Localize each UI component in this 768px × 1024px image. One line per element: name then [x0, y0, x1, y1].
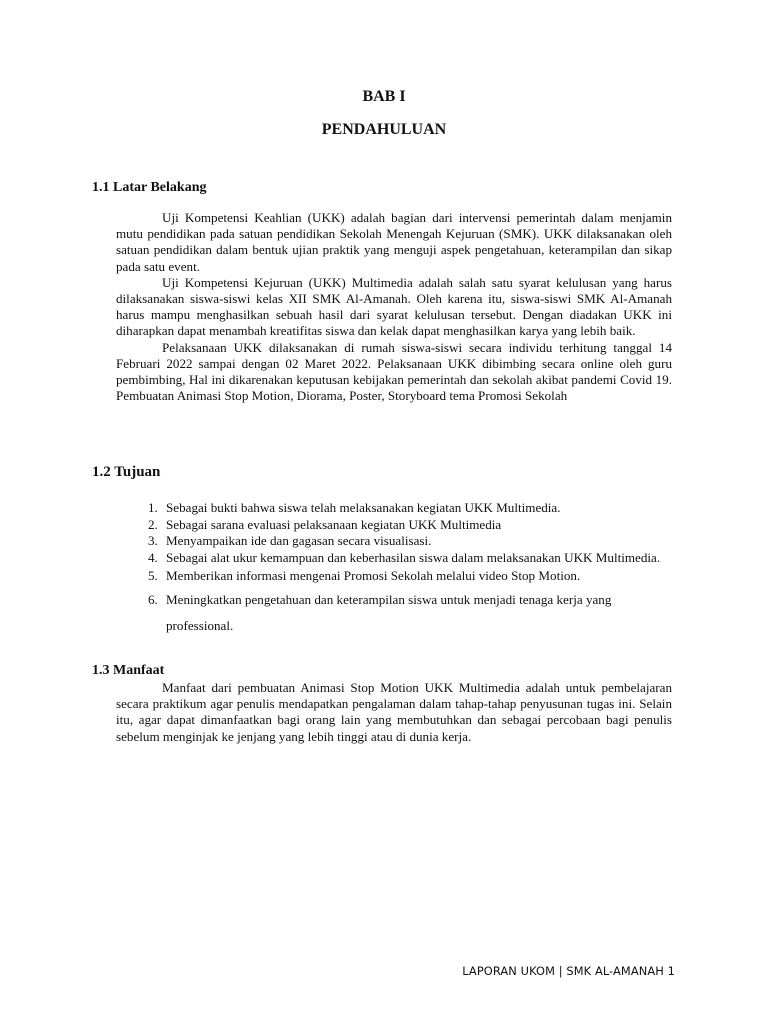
section-heading-latar-belakang: 1.1 Latar Belakang	[92, 180, 207, 195]
list-number: 5.	[148, 568, 158, 584]
tujuan-list	[143, 500, 678, 639]
list-number: 2.	[148, 516, 158, 532]
list-item	[143, 517, 678, 534]
page-footer: LAPORAN UKOM | SMK AL-AMANAH 1	[462, 964, 675, 978]
list-text: Meningkatkan pengetahuan dan keterampilan siswa untuk menjadi tenaga kerja yang professional.	[166, 591, 612, 633]
chapter-number: BAB I	[362, 88, 406, 105]
latar-belakang-body	[116, 210, 672, 404]
section-heading-manfaat: 1.3 Manfaat	[92, 663, 165, 678]
paragraph: Uji Kompetensi Keahlian (UKK) adalah bagian dari intervensi pemerintah dalam menjamin mutu pendidikan pada satuan pendidikan Sekolah Menengah Kejuruan (SMK). UKK dilaksanakan oleh satuan pendidikan dalam bentuk ujian praktik yang menguji aspek pengetahuan, keterampilan dan sikap pada satu event.	[116, 210, 672, 274]
list-text: Sebagai bukti bahwa siswa telah melaksanakan kegiatan UKK Multimedia.	[166, 500, 561, 515]
list-item	[143, 568, 678, 585]
section-heading-tujuan: 1.2 Tujuan	[92, 464, 161, 480]
paragraph: Uji Kompetensi Kejuruan (UKK) Multimedia adalah salah satu syarat kelulusan yang harus dilaksanakan siswa-siswi kelas XII SMK Al-Amanah. Oleh karena itu, siswa-siswi SMK Al-Amanah harus mampu menghasilkan sebuah hasil dari syarat kelulusan tersebut. Dengan diadakan UKK ini diharapkan dapat menambah kreatifitas siswa dan kelak dapat menghasilkan karya yang lebih baik.	[116, 274, 672, 339]
list-item	[143, 533, 678, 550]
list-item	[143, 550, 678, 567]
list-text: Memberikan informasi mengenai Promosi Sekolah melalui video Stop Motion.	[166, 568, 581, 584]
list-text: Sebagai alat ukur kemampuan dan keberhasilan siswa dalam melaksanakan UKK Multimedia.	[166, 549, 661, 565]
list-number: 4.	[148, 549, 158, 565]
chapter-title: PENDAHULUAN	[321, 121, 447, 138]
list-number: 6.	[148, 591, 158, 607]
list-text: Sebagai sarana evaluasi pelaksanaan kegiatan UKK Multimedia	[166, 516, 502, 532]
manfaat-body	[116, 680, 672, 745]
paragraph: Pelaksanaan UKK dilaksanakan di rumah siswa-siswi secara individu terhitung tanggal 14 Februari 2022 sampai dengan 02 Maret 2022. Pelaksanaan UKK dibimbing secara online oleh guru pembimbing, Hal ini dikarenakan keputusan kebijakan pemerintah dan sekolah akibat pandemi Covid 19. Pembuatan Animasi Stop Motion, Diorama, Poster, Storyboard tema Promosi Sekolah	[116, 339, 672, 404]
paragraph: Manfaat dari pembuatan Animasi Stop Motion UKK Multimedia adalah untuk pembelajaran secara praktikum agar penulis mendapatkan pengalaman dalam tahap-tahap penyusunan tugas ini. Selain itu, agar dapat dimanfaatkan bagi orang lain yang membutuhkan dan sebagai percobaan bagi penulis sebelum menginjak ke jenjang yang lebih tinggi atau di dunia kerja.	[116, 680, 672, 744]
list-number: 3.	[148, 533, 158, 549]
list-number: 1.	[148, 500, 158, 515]
list-item	[143, 500, 678, 517]
list-item	[143, 587, 678, 639]
list-text: Menyampaikan ide dan gagasan secara visualisasi.	[166, 533, 432, 549]
